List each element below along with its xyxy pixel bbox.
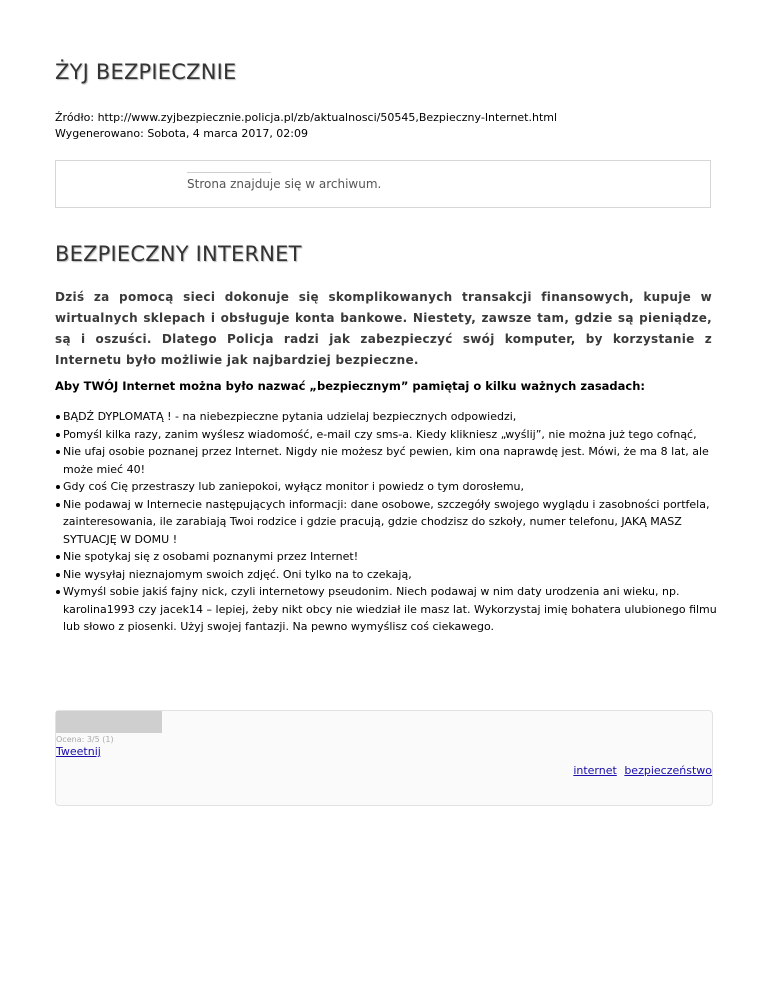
tag-link-internet[interactable]: internet [573,764,617,777]
archive-notice-box [55,160,711,208]
meta-info [55,110,557,142]
rules-heading: Aby TWÓJ Internet można było nazwać „bezpiecznym” pamiętaj o kilku ważnych zasadach: [55,379,646,393]
source-url: Źródło: http://www.zyjbezpiecznie.policja.pl/zb/aktualnosci/50545,Bezpieczny-Internet.html [55,111,558,124]
rating-widget[interactable] [56,711,162,733]
rules-list [55,408,723,636]
tag-link-bezpieczenstwo[interactable]: bezpieczeństwo [624,764,712,777]
divider [187,172,271,173]
article-lead: Dziś za pomocą sieci dokonuje się skomplikowanych transakcji finansowych, kupuje w wirtualnych sklepach i obsługuje konta bankowe. Niestety, zawsze tam, gdzie są pieniądze, są i oszuści. Dlatego Policja radzi jak zabezpieczyć swój komputer, by korzystanie z Internetu było możliwie jak najbardziej bezpieczne. [55,290,712,367]
list-item: Nie podawaj w Internecie następujących informacji: dane osobowe, szczegóły swojego wyglądu i zasobności portfela, zainteresowania, ile zarabiają Twoi rodzice i gdzie pracują, gdzie chodzisz do szkoły, numer telefonu, JAKĄ MASZ SYTUACJĘ W DOMU ! [63,496,723,549]
generated-date: Wygenerowano: Sobota, 4 marca 2017, 02:09 [55,127,309,140]
list-item: Nie ufaj osobie poznanej przez Internet. Nigdy nie możesz być pewien, kim ona naprawdę jest. Mówi, że ma 8 lat, ale może mieć 40! [63,443,723,478]
list-item: Nie wysyłaj nieznajomym swoich zdjęć. Oni tylko na to czekają, [63,566,723,584]
article-title: BEZPIECZNY INTERNET [55,242,302,266]
list-item: Wymyśl sobie jakiś fajny nick, czyli internetowy pseudonim. Niech podawaj w nim daty urodzenia ani wieku, np. karolina1993 czy jacek14 – lepiej, żeby nikt obcy nie wiedział ile masz lat. Wykorzystaj imię bohatera ulubionego filmu lub słowo z piosenki. Użyj swojej fantazji. Na pewno wymyślisz coś ciekawego. [63,583,723,636]
tags [569,764,712,777]
list-item: Pomyśl kilka razy, zanim wyślesz wiadomość, e-mail czy sms-a. Kiedy klikniesz „wyślij”, nie można już tego cofnąć, [63,426,723,444]
site-title: ŻYJ BEZPIECZNIE [55,60,237,84]
rating-text: Ocena: 3/5 (1) [56,735,114,744]
archive-notice: Strona znajduje się w archiwum. [187,177,382,191]
list-item: Nie spotykaj się z osobami poznanymi przez Internet! [63,548,723,566]
tweet-link[interactable]: Tweetnij [56,745,101,758]
list-item: BĄDŹ DYPLOMATĄ ! - na niebezpieczne pytania udzielaj bezpiecznych odpowiedzi, [63,408,723,426]
list-item: Gdy coś Cię przestraszy lub zaniepokoi, wyłącz monitor i powiedz o tym dorosłemu, [63,478,723,496]
article-footer [55,710,713,806]
